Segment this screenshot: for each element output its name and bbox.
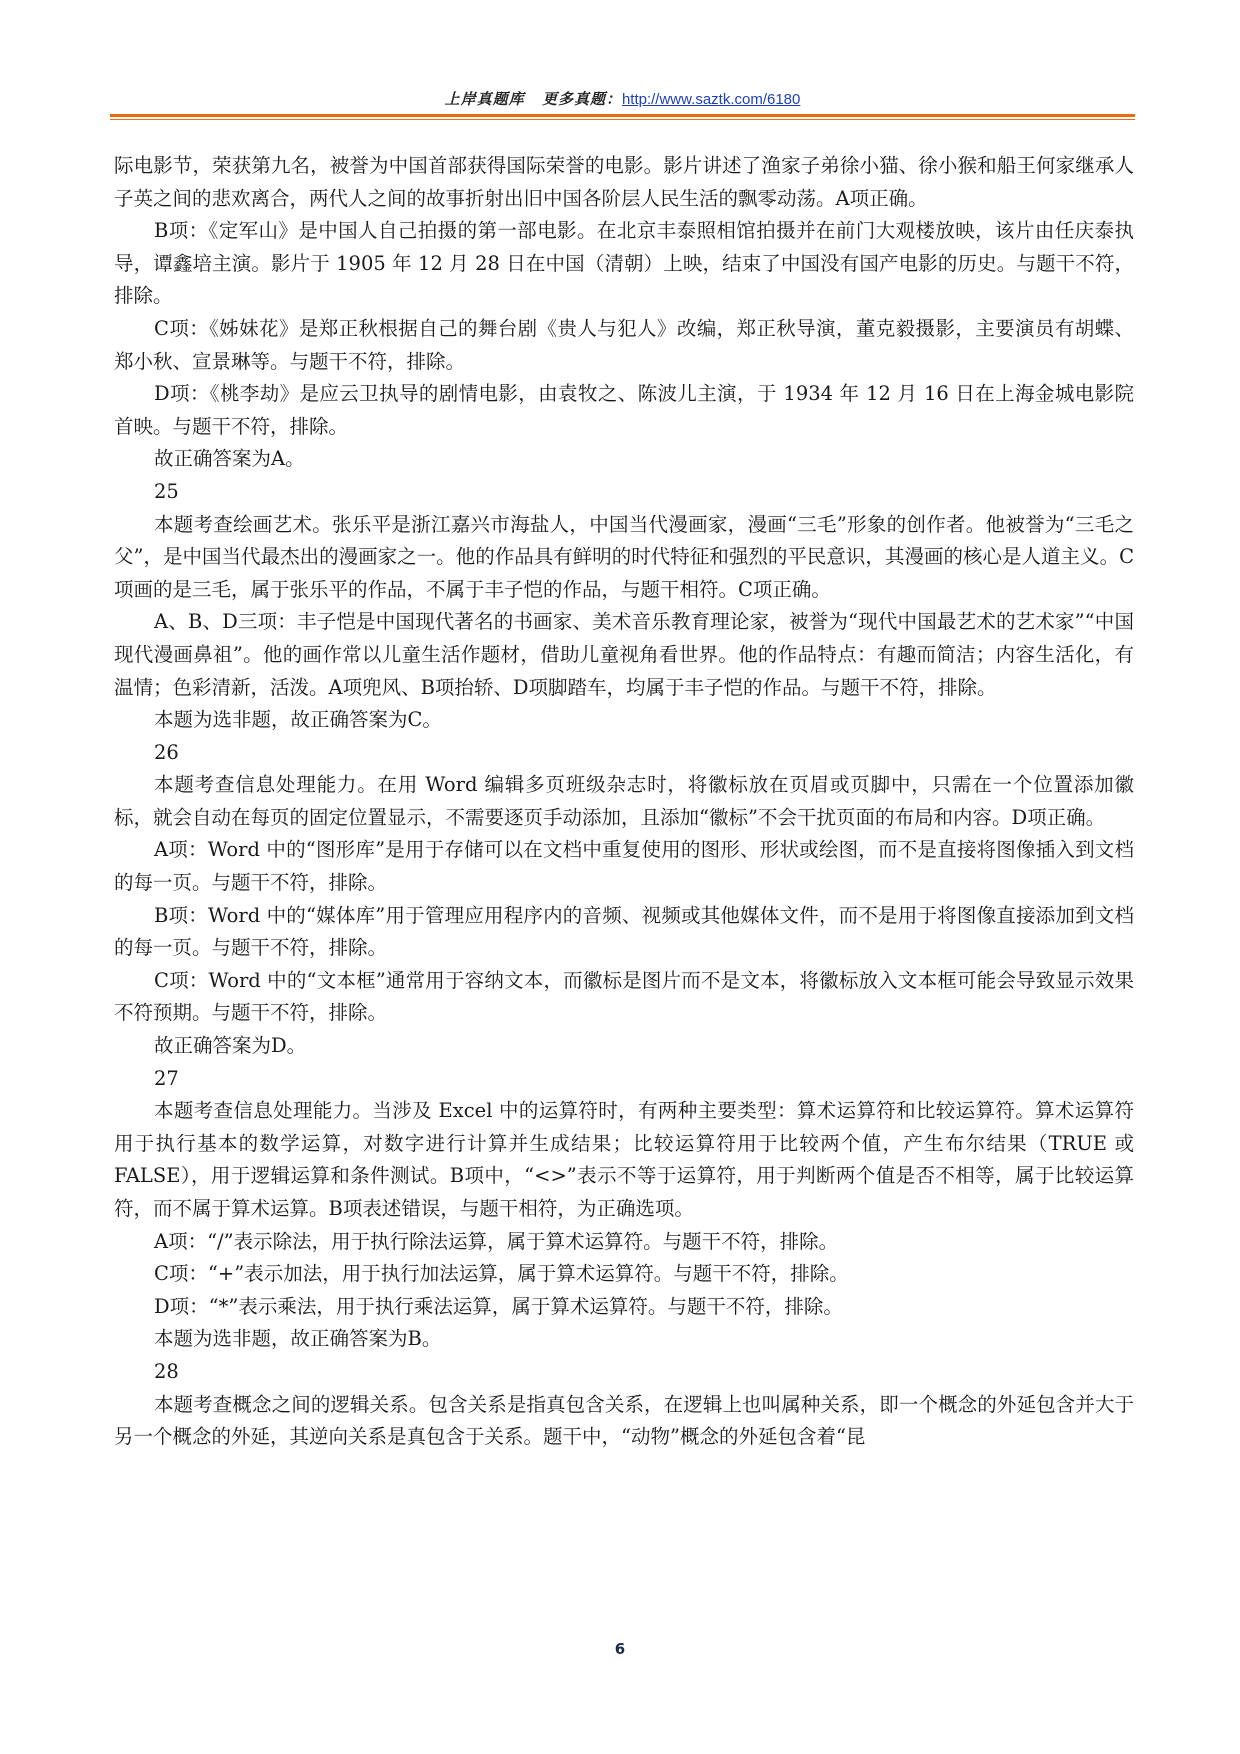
paragraph: A项：Word 中的“图形库”是用于存储可以在文档中重复使用的图形、形状或绘图，而不是直接将图像插入到文档的每一页。与题干不符，排除。: [114, 838, 1134, 895]
paragraph: 25: [154, 479, 179, 503]
paragraph: D项：《桃李劫》是应云卫执导的剧情电影，由袁牧之、陈波儿主演，于 1934 年 12 月 16 日在上海金城电影院首映。与题干不符，排除。: [114, 382, 1134, 438]
paragraph: C项：Word 中的“文本框”通常用于容纳文本，而徽标是图片而不是文本，将徽标放入文本框可能会导致显示效果不符预期。与题干不符，排除。: [114, 968, 1134, 1025]
paragraph: 27: [154, 1066, 179, 1090]
paragraph: 故正确答案为D。: [154, 1034, 307, 1058]
paragraph: 本题考查绘画艺术。张乐平是浙江嘉兴市海盐人，中国当代漫画家，漫画“三毛”形象的创作者。他被誉为“三毛之父”，是中国当代最杰出的漫画家之一。他的作品具有鲜明的时代特征和强烈的平民意识，其漫画的核心是人道主义。C项画的是三毛，属于张乐平的作品，不属于丰子恺的作品，与题干相符。C项正确。: [114, 512, 1134, 601]
header-divider-thin: [110, 119, 1135, 120]
document-body: [114, 150, 1134, 1454]
paragraph: 本题考查信息处理能力。在用 Word 编辑多页班级杂志时，将徽标放在页眉或页脚中，只需在一个位置添加徽标，就会自动在每页的固定位置显示，不需要逐页手动添加，且添加“徽标”不会干扰页面的布局和内容。D项正确。: [114, 773, 1134, 829]
header-divider-thick: [110, 114, 1135, 117]
page-header: [110, 88, 1135, 109]
paragraph: B项：《定军山》是中国人自己拍摄的第一部电影。在北京丰泰照相馆拍摄并在前门大观楼放映，该片由任庆泰执导，谭鑫培主演。影片于 1905 年 12 月 28 日在中国（清朝）上映，结束了中国没有国产电影的历史。与题干不符，排除。: [114, 219, 1134, 308]
paragraph: 故正确答案为A。: [154, 447, 305, 471]
header-url-link[interactable]: http://www.saztk.com/6180: [621, 91, 801, 108]
paragraph: 26: [154, 740, 179, 764]
paragraph: C项：《姊妹花》是郑正秋根据自己的舞台剧《贵人与犯人》改编，郑正秋导演，董克毅摄影，主要演员有胡蝶、郑小秋、宣景琳等。与题干不符，排除。: [114, 316, 1134, 373]
paragraph: 本题为选非题，故正确答案为B。: [154, 1327, 442, 1351]
paragraph: B项：Word 中的“媒体库”用于管理应用程序内的音频、视频或其他媒体文件，而不是用于将图像直接添加到文档的每一页。与题干不符，排除。: [114, 903, 1134, 960]
header-brand: 上岸真题库: [444, 90, 525, 108]
paragraph: 本题为选非题，故正确答案为C。: [154, 708, 442, 732]
header-more-label: 更多真题：: [541, 90, 622, 108]
paragraph: 本题考查概念之间的逻辑关系。包含关系是指真包含关系，在逻辑上也叫属种关系，即一个概念的外延包含并大于另一个概念的外延，其逆向关系是真包含于关系。题干中，“动物”概念的外延包含着“昆: [114, 1392, 1134, 1449]
paragraph: A、B、D三项：丰子恺是中国现代著名的书画家、美术音乐教育理论家，被誉为“现代中国最艺术的艺术家”“中国现代漫画鼻祖”。他的画作常以儿童生活作题材，借助儿童视角看世界。他的作品特点：有趣而简洁；内容生活化，有温情；色彩清新，活泼。A项兜风、B项抬轿、D项脚踏车，均属于丰子恺的作品。与题干不符，排除。: [114, 610, 1134, 699]
paragraph: 28: [154, 1359, 179, 1383]
paragraph: 本题考查信息处理能力。当涉及 Excel 中的运算符时，有两种主要类型：算术运算符和比较运算符。算术运算符用于执行基本的数学运算，对数字进行计算并生成结果；比较运算符用于比较两个值，产生布尔结果（TRUE 或 FALSE），用于逻辑运算和条件测试。B项中，“<>”表示不等于运算符，用于判断两个值是否不相等，属于比较运算符，而不属于算术运算。B项表述错误，与题干相符，为正确选项。: [114, 1099, 1134, 1220]
paragraph: D项：“*”表示乘法，用于执行乘法运算，属于算术运算符。与题干不符，排除。: [154, 1294, 843, 1318]
page-number: 6: [614, 1640, 626, 1658]
paragraph: C项：“+”表示加法，用于执行加法运算，属于算术运算符。与题干不符，排除。: [154, 1262, 849, 1286]
paragraph: 际电影节，荣获第九名，被誉为中国首部获得国际荣誉的电影。影片讲述了渔家子弟徐小猫、徐小猴和船王何家继承人子英之间的悲欢离合，两代人之间的故事折射出旧中国各阶层人民生活的飘零动荡。A项正确。: [114, 154, 1134, 210]
paragraph: A项：“/”表示除法，用于执行除法运算，属于算术运算符。与题干不符，排除。: [154, 1229, 839, 1253]
